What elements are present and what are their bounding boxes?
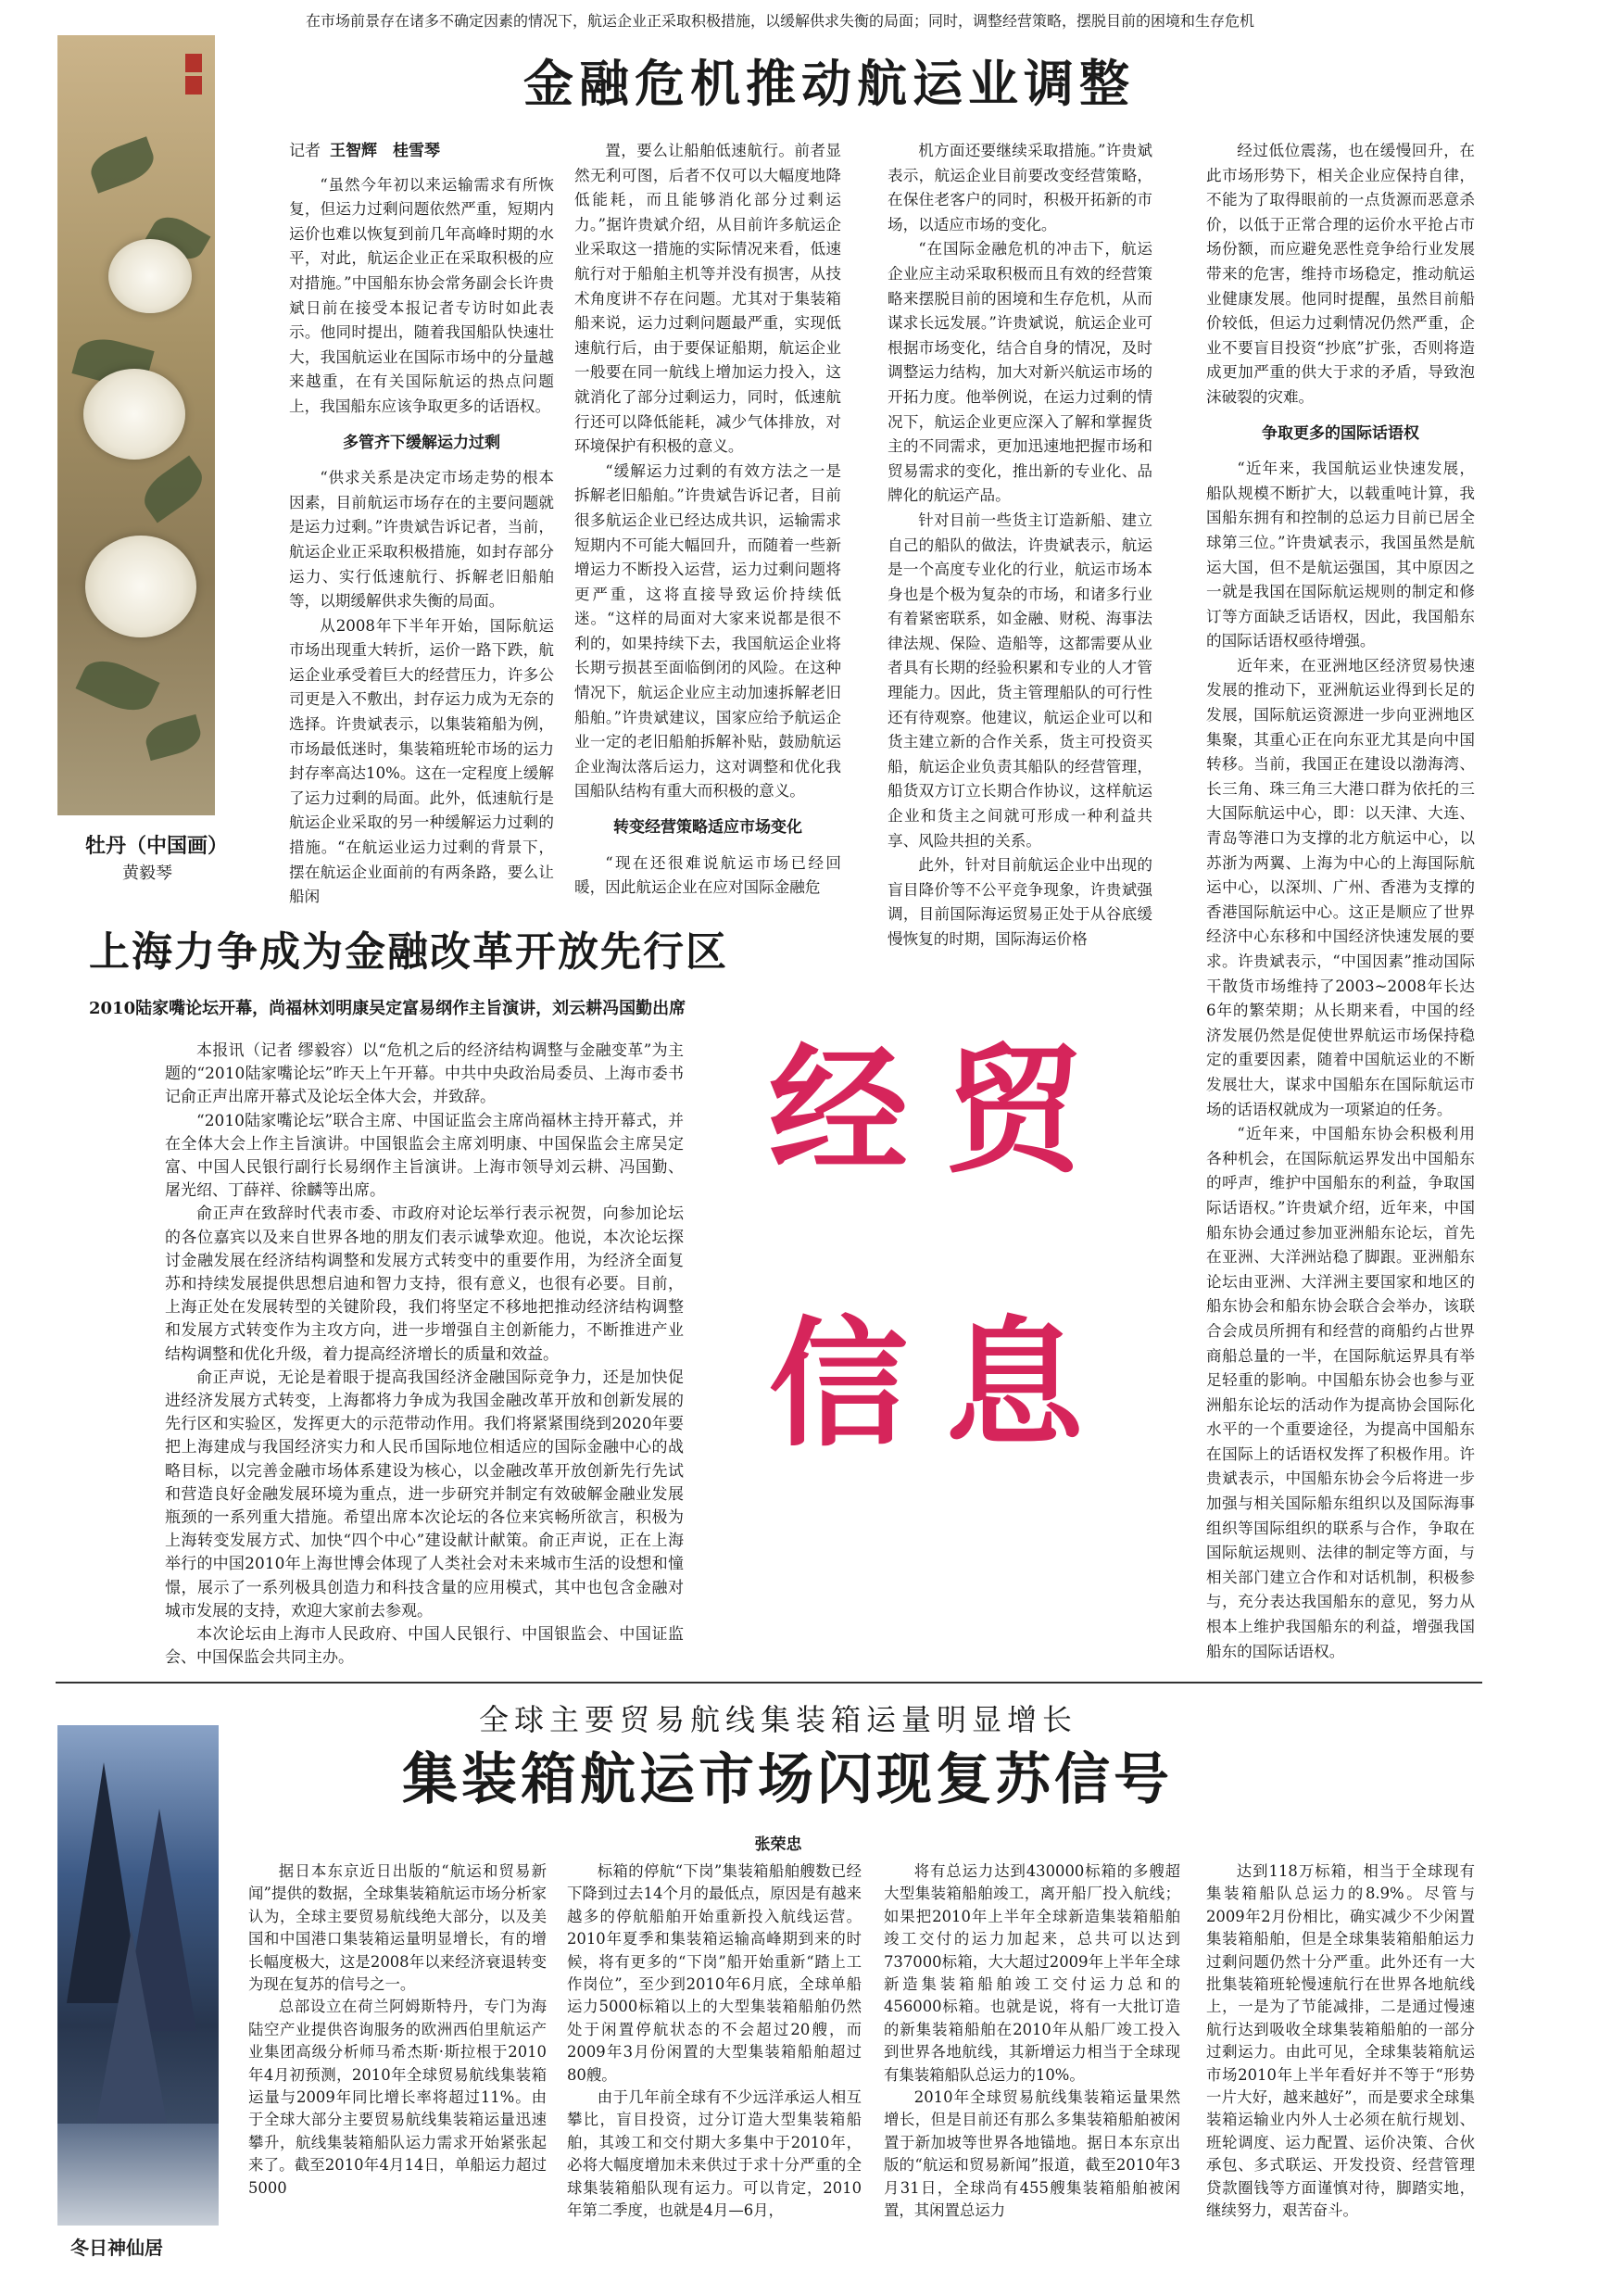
paragraph: 由于几年前全球有不少远洋承运人相互攀比，盲目投资，过分订造大型集装箱船舶，其竣工和交付期大多集中于2010年，必将大幅度增加未来供过于求十分严重的全球集装箱船队现有运力。可以肯定，2010年第二季度，也就是4月—6月，: [567, 2088, 862, 2220]
paragraph: 针对目前一些货主订造新船、建立自己的船队的做法，许贵斌表示，航运是一个高度专业化的行业，航运市场本身也是个极为复杂的市场，和诸多行业有着紧密联系，如金融、财税、海事法律法规、保险、造船等，这都需要从业者具有长期的经验积累和专业的人才管理能力。因此，货主管理船队的可行性还有待观察。他建议，航运企业可以和货主建立新的合作关系，货主可投资买船，航运企业负责其船队的经营管理，船货双方订立长期合作协议，这样航运企业和货主之间就可形成一种利益共享、风险共担的关系。: [888, 511, 1152, 850]
section-banner-line1: 经贸: [768, 1031, 1121, 1192]
article1-subheading-3: 争取更多的国际话语权: [1262, 423, 1419, 443]
paragraph: “缓解运力过剩的有效方法之一是拆解老旧船舶。”许贵斌告诉记者，目前很多航运企业已经达成共识，运输需求短期内不可能大幅回升，而随着一些新增运力不断投入运营，运力过剩问题将更严重，这将直接导致运价持续低迷。“这样的局面对大家来说都是很不利的，如果持续下去，我国航运企业将长期亏损甚至面临倒闭的风险。在这种情况下，航运企业应主动加速拆解老旧船舶。”许贵斌建议，国家应给予航运企业一定的老旧船舶拆解补贴，鼓励航运企业淘汰落后运力，这对调整和优化我国船队结构有重大而积极的意义。: [574, 461, 841, 801]
article3-headline: 集装箱航运市场闪现复苏信号: [402, 1747, 1173, 1812]
section-banner-line2: 信息: [768, 1305, 1121, 1466]
paragraph: 置，要么让船舶低速航行。前者显然无利可图，后者不仅可以大幅度地降低能耗，而且能够消化部分过剩运力。”据许贵斌介绍，从目前许多航运企业采取这一措施的实际情况来看，低速航行对于船舶主机等并没有损害，从技术角度讲不存在问题。尤其对于集装箱船来说，运力过剩问题最严重，实现低速航行后，由于要保证船期，航运企业一般要在同一航线上增加运力投入，这就消化了部分过剩运力，同时，低速航行还可以降低能耗，减少气体排放，对环境保护有积极的意义。: [574, 142, 841, 456]
painting1-caption-author: 黄毅琴: [122, 864, 172, 883]
artist-seal-stamp: [185, 54, 202, 72]
article3-kicker: 全球主要贸易航线集装箱运量明显增长: [478, 1702, 1077, 1737]
paragraph: 俞正声在致辞时代表市委、市政府对论坛举行表示祝贺，向参加论坛的各位嘉宾以及来自世界各地的朋友们表示诚挚欢迎。他说，本次论坛探讨金融发展在经济结构调整和发展方式转变中的重要作用，为经济全面复苏和持续发展提供思想启迪和智力支持，很有意义，也很有必要。目前，上海正处在发展转型的关键阶段，我们将坚定不移地把推动经济结构调整和发展方式转变作为主攻方向，进一步增强自主创新能力，不断推进产业结构调整和优化升级，着力提高经济增长的质量和效益。: [165, 1204, 684, 1364]
mountain-peak: [94, 1929, 169, 2133]
peony-flower: [83, 369, 185, 460]
paragraph: “虽然今年初以来运输需求有所恢复，但运力过剩问题依然严重，短期内运价也难以恢复到前几年高峰时期的水平，对此，航运企业正在采取积极的应对措施。”中国船东协会常务副会长许贵斌日前在接受本报记者专访时如此表示。他同时提出，随着我国船队快速壮大，我国航运业在国际市场中的分量越来越重，在有关国际航运的热点问题上，我国船东应该争取更多的话语权。: [289, 175, 554, 415]
paragraph: 标箱的停航“下岗”集装箱船舶艘数已经下降到过去14个月的最低点，原因是有越来越多的停航船舶开始重新投入航线运营。2010年夏季和集装箱运输高峰期到来的时候，将有更多的“下岗”船开始重新“踏上工作岗位”，至少到2010年6月底，全球单船运力5000标箱以上的大型集装箱船舶仍然处于闲置停航状态的不会超过20艘，而2009年3月份闲置的大型集装箱船舶超过80艘。: [567, 1862, 862, 2084]
paragraph: 本报讯（记者 缪毅容）以“危机之后的经济结构调整与金融变革”为主题的“2010陆家嘴论坛”昨天上午开幕。中共中央政治局委员、上海市委书记俞正声出席开幕式及论坛全体大会，并致辞。: [165, 1041, 684, 1107]
painting2-caption-title: 冬日神仙居: [70, 2237, 163, 2259]
article1-subheading-1: 多管齐下缓解运力过剩: [343, 433, 500, 452]
paragraph: 此外，针对目前航运企业中出现的盲目降价等不公平竞争现象，许贵斌强调，目前国际海运贸易正处于从谷底缓慢恢复的时期，国际海运价格: [888, 856, 1152, 948]
paragraph: 经过低位震荡，也在缓慢回升，在此市场形势下，相关企业应保持自律，不能为了取得眼前的一点货源而恶意杀价，以低于正常合理的运价水平抢占市场份额，而应避免恶性竞争给行业发展带来的危害，维持市场稳定，推动航运业健康发展。他同时提醒，虽然目前船价较低，但运力过剩情况仍然严重，企业不要盲目投资“抄底”扩张，否则将造成更加严重的供大于求的矛盾，导致泡沫破裂的灾难。: [1206, 142, 1475, 406]
peony-painting: [57, 35, 215, 815]
paragraph: 2010年全球贸易航线集装箱运量果然增长，但是目前还有那么多集装箱船舶被闲置于新加坡等世界各地锚地。据日本东京出版的“航运和贸易新闻”报道，截至2010年3月31日，全球尚有455艘集装箱船舶被闲置，其闲置总运力: [884, 2088, 1180, 2220]
article2-subheadline: 2010陆家嘴论坛开幕，尚福林刘明康吴定富易纲作主旨演讲，刘云耕冯国勤出席: [89, 999, 686, 1018]
paragraph: 俞正声说，无论是着眼于提高我国经济金融国际竞争力，还是加快促进经济发展方式转变，上海都将力争成为我国金融改革开放和创新发展的先行区和实验区，发挥更大的示范带动作用。我们将紧紧围绕到2020年要把上海建成与我国经济实力和人民币国际地位相适应的国际金融中心的战略目标，以完善金融市场体系建设为核心，以金融改革开放创新先行先试和营造良好金融发展环境为重点，进一步研究并制定有效破解金融业发展瓶颈的一系列重大措施。希望出席本次论坛的各位来宾畅所欲言，积极为上海转变发展方式、加快“四个中心”建设献计献策。俞正声说，正在上海举行的中国2010年上海世博会体现了人类社会对未来城市生活的设想和憧憬，展示了一系列极具创造力和科技含量的应用模式，其中也包含金融对城市发展的支持，欢迎大家前去参观。: [165, 1368, 684, 1621]
paragraph: 从2008年下半年开始，国际航运市场出现重大转折，运价一路下跌，航运企业承受着巨大的经营压力，许多公司更是入不敷出，封存运力成为无奈的选择。许贵斌表示，以集装箱船为例，市场最低迷时，集装箱班轮市场的运力封存率高达10%。这在一定程度上缓解了运力过剩的局面。此外，低速航行是航运企业采取的另一种缓解运力过剩的措施。“在航运业运力过剩的背景下，摆在航运企业面前的有两条路，要么让船闲: [289, 616, 554, 906]
section-divider: [56, 1682, 1482, 1684]
peony-flower: [85, 536, 196, 637]
paragraph: “近年来，中国船东协会积极利用各种机会，在国际航运界发出中国船东的呼声，维护中国船东的利益，争取国际话语权。”许贵斌介绍，近年来，中国船东协会通过参加亚洲船东论坛，首先在亚洲、大洋洲站稳了脚跟。亚洲船东论坛由亚洲、大洋洲主要国家和地区的船东协会和船东协会联合会举办，该联合会成员所拥有和经营的商船约占世界商船总量的一半，在国际航运界具有举足轻重的影响。中国船东协会也参与亚洲船东论坛的活动作为提高协会国际化水平的一个重要途径，为提高中国船东在国际上的话语权发挥了积极作用。许贵斌表示，中国船东协会今后将进一步加强与相关国际船东组织以及国际海事组织等国际组织的联系与合作，争取在国际航运规则、法律的制定等方面，与相关部门建立合作和对话机制，积极参与，充分表达我国船东的意见，努力从根本上维护我国船东的利益，增强我国船东的国际话语权。: [1206, 1125, 1475, 1660]
article3-column-4: [1206, 1860, 1475, 2259]
paragraph: “2010陆家嘴论坛”联合主席、中国证监会主席尚福林主持开幕式，并在全体大会上作主旨演讲。中国银监会主席刘明康、中国保监会主席吴定富、中国人民银行副行长易纲作主旨演讲。上海市领导刘云耕、冯国勤、屠光绍、丁薛祥、徐麟等出席。: [165, 1111, 684, 1201]
article1-column-4: [1206, 139, 1475, 1658]
article2-body: [165, 1040, 684, 1688]
article1-headline: 金融危机推动航运业调整: [523, 55, 1135, 113]
article3-byline: 张荣忠: [754, 1835, 802, 1854]
paragraph: 本次论坛由上海市人民政府、中国人民银行、中国银监会、中国证监会、中国保监会共同主办。: [165, 1625, 684, 1668]
paragraph: “在国际金融危机的冲击下，航运企业应主动采取积极而且有效的经营策略来摆脱目前的困境和生存危机，从而谋求长远发展。”许贵斌说，航运企业可根据市场变化，结合自身的情况，及时调整运力结构，加大对新兴航运市场的开拓力度。他举例说，在运力过剩的情况下，航运企业更应深入了解和掌握货主的不同需求，更加迅速地把握市场和贸易需求的变化，推出新的专业化、品牌化的航运产品。: [888, 240, 1152, 505]
winter-landscape-painting: [57, 1725, 219, 2226]
article1-column-1: [289, 139, 554, 906]
article1-column-2: [574, 139, 841, 897]
paragraph: 总部设立在荷兰阿姆斯特丹，专门为海陆空产业提供咨询服务的欧洲西伯里航运产业集团高级分析师马希杰斯·斯拉根于2010年4月初预测，2010年全球贸易航线集装箱运量与2009年同比增长率将超过11%。由于全球大部分主要贸易航线集装箱运量迅速攀升，航线集装箱船队运力需求开始紧张起来了。截至2010年4月14日，单船运力超过5000: [248, 1998, 547, 2197]
paragraph: “供求关系是决定市场走势的根本因素，目前航运市场存在的主要问题就是运力过剩。”许贵斌告诉记者，当前，航运企业正采取积极措施，如封存部分运力、实行低速航行、拆解老旧船舶等，以期缓解供求失衡的局面。: [289, 469, 554, 611]
painting1-caption-title: 牡丹（中国画）: [85, 834, 229, 858]
paragraph: 达到118万标箱，相当于全球现有集装箱船队总运力的8.9%。尽管与2009年2月份相比，确实减少不少闲置集装箱船舶，但是全球集装箱船舶运力过剩问题仍然十分严重。此外还有一大批集装箱班轮慢速航行在世界各地航线上，一是为了节能减排，二是通过慢速航行达到吸收全球集装箱船舶的一部分过剩运力。由此可见，全球集装箱航运市场2010年上半年看好并不等于“形势一片大好，越来越好”，而是要求全球集装箱运输业内外人士必须在航行规划、班轮调度、运力配置、运价决策、合伙承包、多式联运、开发投资、经营管理贷款圈钱等方面谨慎对待，脚踏实地，继续努力，艰苦奋斗。: [1206, 1862, 1475, 2220]
article3-column-2: [567, 1860, 862, 2259]
article2-headline: 上海力争成为金融改革开放先行区: [89, 928, 728, 976]
article-lead-note: 在市场前景存在诸多不确定因素的情况下，航运企业正采取积极措施，以缓解供求失衡的局面；同时，调整经营策略，摆脱目前的困境和生存危机: [306, 12, 1255, 30]
paragraph: “现在还很难说航运市场已经回暖，因此航运企业在应对国际金融危: [574, 853, 841, 897]
paragraph: 近年来，在亚洲地区经济贸易快速发展的推动下，亚洲航运业得到长足的发展，国际航运资源进一步向亚洲地区集聚，其重心正在向东亚尤其是向中国转移。当前，我国正在建设以渤海湾、长三角、珠三角三大港口群为依托的三大国际航运中心，即：以天津、大连、青岛等港口为支撑的北方航运中心，以苏浙为两翼、上海为中心的上海国际航运中心，以深圳、广州、香港为支撑的香港国际航运中心。这正是顺应了世界经济中心东移和中国经济快速发展的要求。许贵斌表示，“中国因素”推动国际干散货市场维持了2003~2008年长达6年的繁荣期；从长期来看，中国的经济发展仍然是促使世界航运市场保持稳定的重要因素，随着中国航运业的不断发展壮大，谋求中国船东在国际航运市场的话语权就成为一项紧迫的任务。: [1206, 656, 1475, 1118]
article3-column-3: [884, 1860, 1180, 2259]
paragraph: “近年来，我国航运业快速发展，船队规模不断扩大，以载重吨计算，我国船东拥有和控制的总运力目前已居全球第三位。”许贵斌表示，我国虽然是航运大国，但不是航运强国，其中原因之一就是我国在国际航运规则的制定和修订等方面缺乏话语权，因此，我国船东的国际话语权亟待增强。: [1206, 460, 1475, 650]
article1-subheading-2: 转变经营策略适应市场变化: [613, 818, 802, 838]
article1-column-3: [888, 139, 1152, 948]
paragraph: 机方面还要继续采取措施。”许贵斌表示，航运企业目前要改变经营策略，在保住老客户的同时，积极开拓新的市场，以适应市场的变化。: [888, 142, 1152, 233]
article1-byline: 记者 王智辉 桂雪琴: [289, 142, 440, 160]
paragraph: 据日本东京近日出版的“航运和贸易新闻”提供的数据，全球集装箱航运市场分析家认为，全球主要贸易航线绝大部分，以及美国和中国港口集装箱运量明显增长，有的增长幅度极大，这是2008年以来经济衰退转变为现在复苏的信号之一。: [248, 1862, 547, 1994]
peony-flower: [108, 239, 192, 313]
artist-seal-stamp: [185, 76, 202, 95]
paragraph: 将有总运力达到430000标箱的多艘超大型集装箱船舶竣工，离开船厂投入航线；如果把2010年上半年全球新造集装箱船舶竣工交付的运力加起来，总共可以达到737000标箱，大大超过2009年上半年全球新造集装箱船舶竣工交付运力总和的456000标箱。也就是说，将有一大批订造的新集装箱船舶在2010年从船厂竣工投入到世界各地航线，其新增运力相当于全球现有集装箱船队总运力的10%。: [884, 1862, 1180, 2084]
article3-column-1: [248, 1860, 547, 2259]
